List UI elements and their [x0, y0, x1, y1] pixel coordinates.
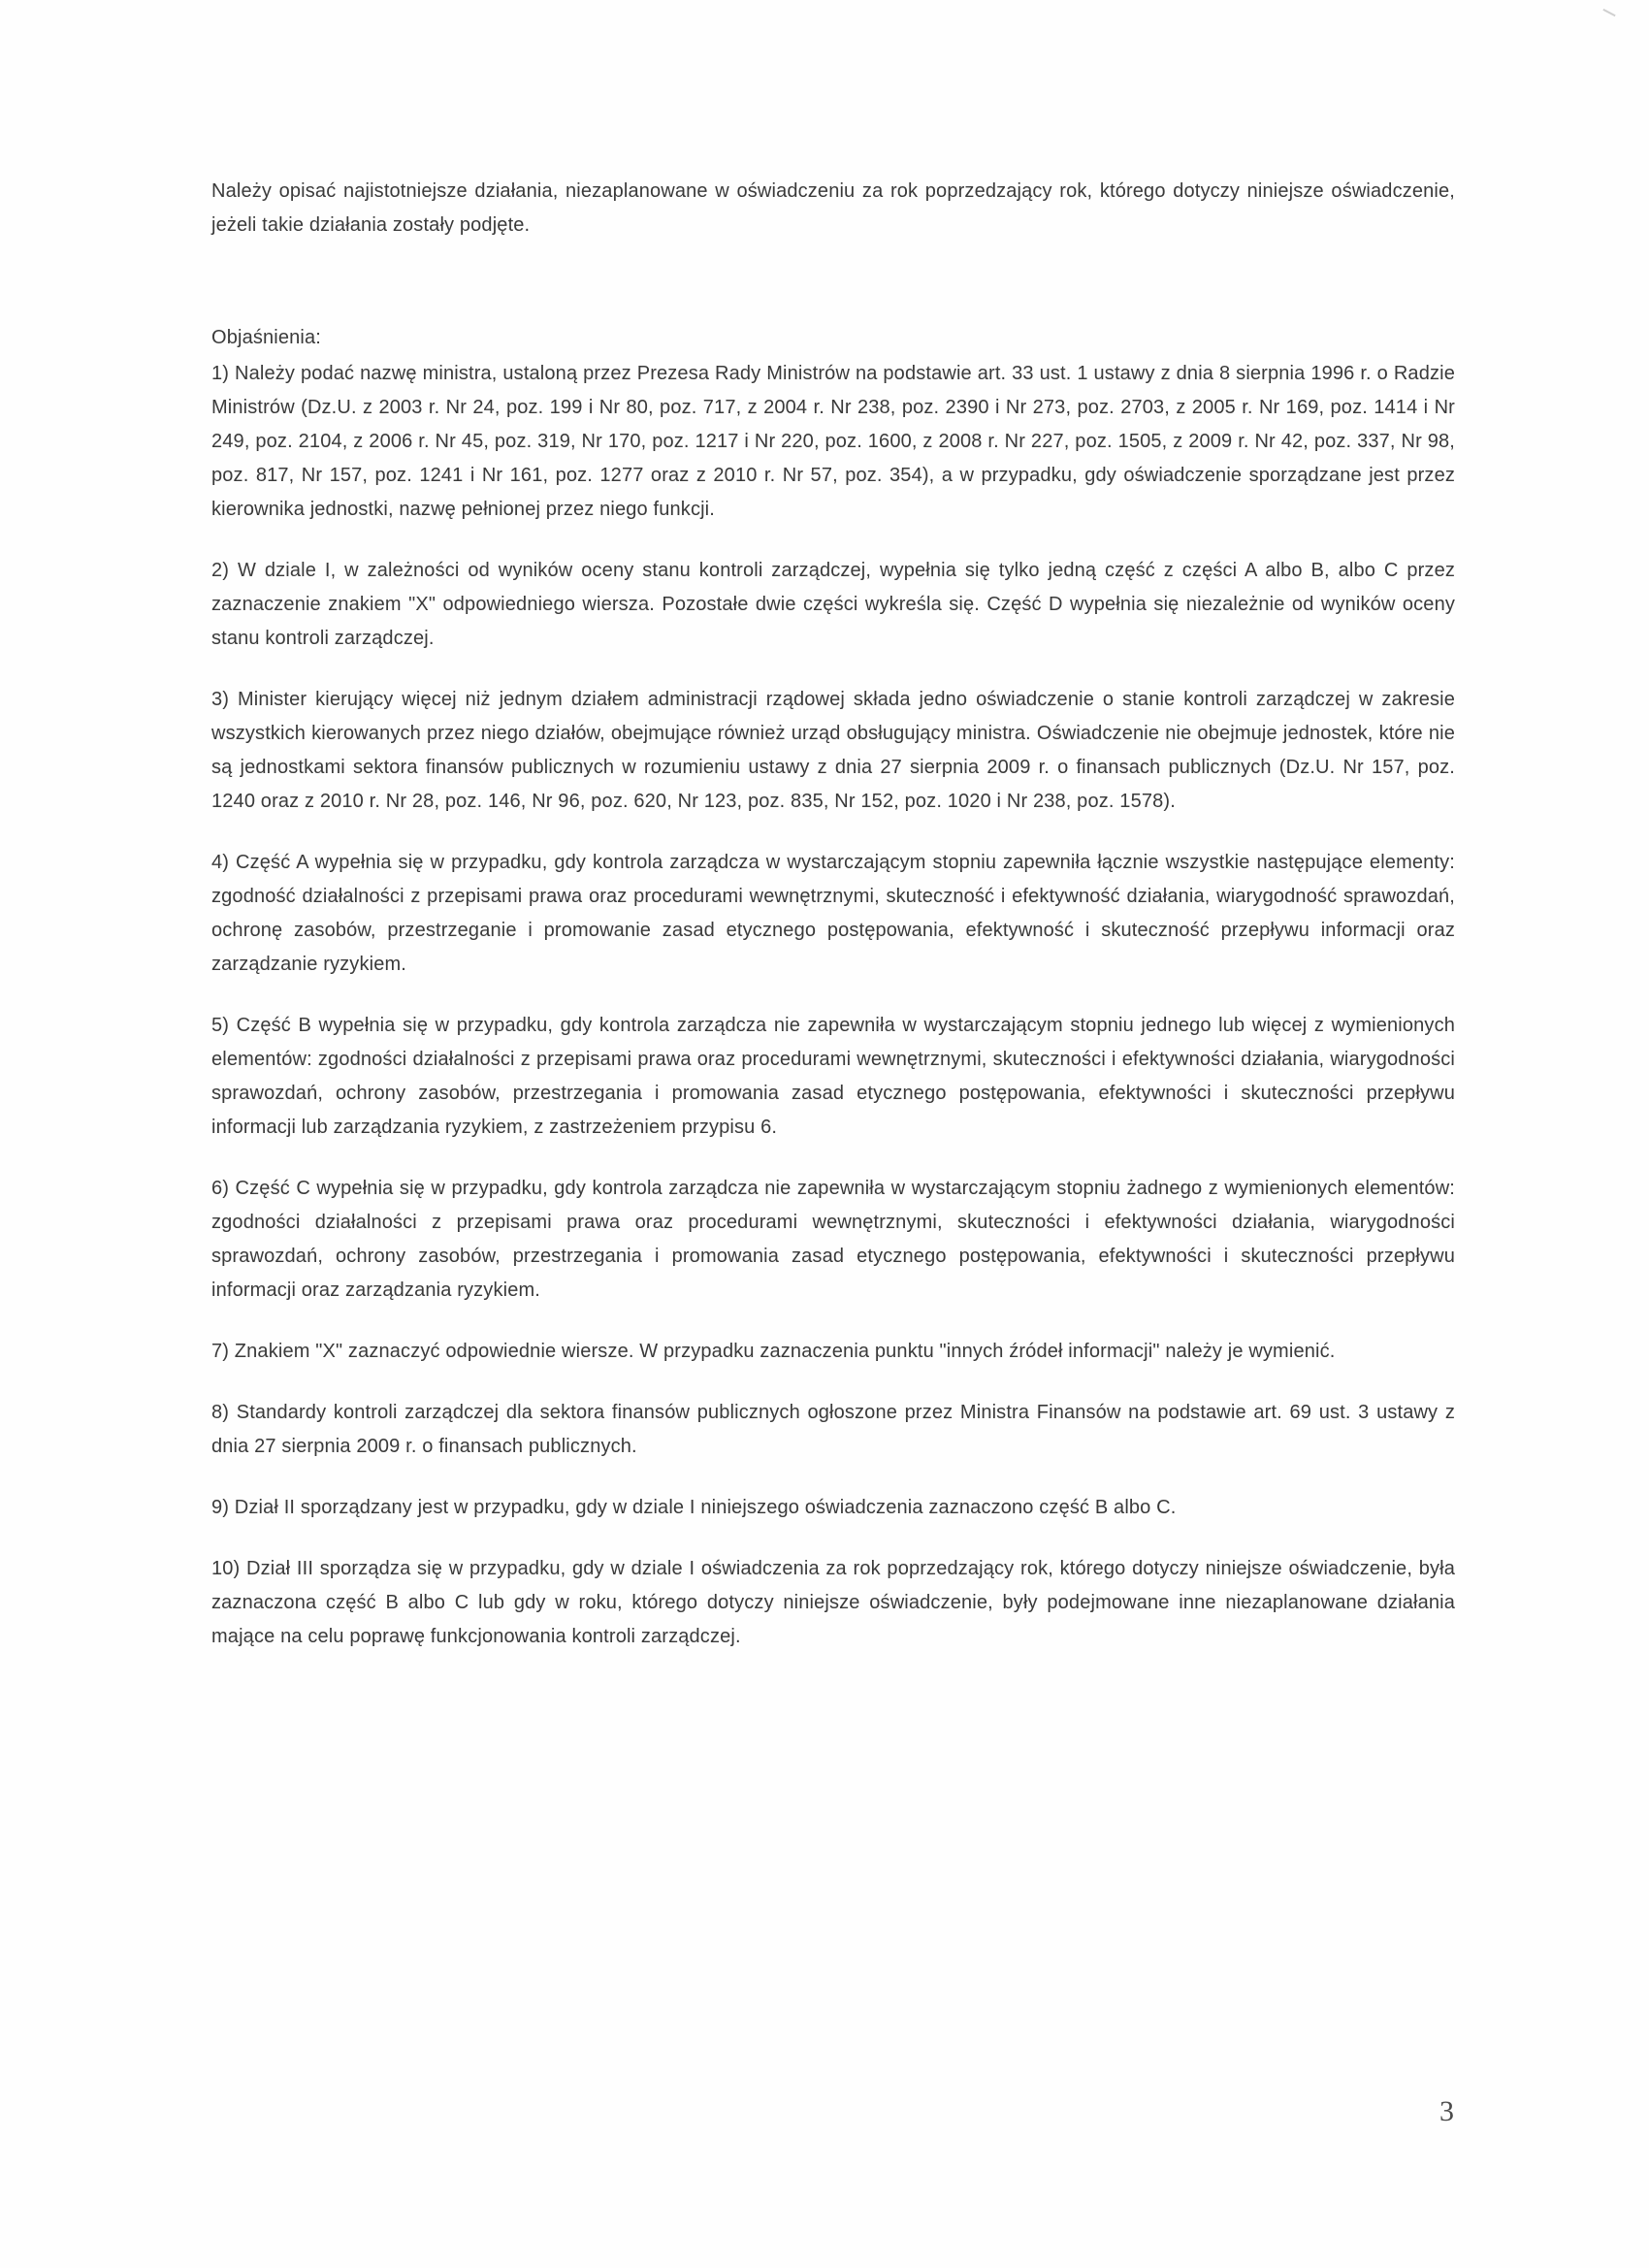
- document-body: [211, 175, 1455, 1681]
- note-9: 9) Dział II sporządzany jest w przypadku, gdy w dziale I niniejszego oświadczenia zaznaczono część B albo C.: [211, 1497, 1177, 1518]
- scan-artifact: [1602, 9, 1615, 16]
- note-7: 7) Znakiem "X" zaznaczyć odpowiednie wiersze. W przypadku zaznaczenia punktu "innych źródeł informacji" należy je wymienić.: [211, 1341, 1336, 1362]
- intro-paragraph: Należy opisać najistotniejsze działania, niezaplanowane w oświadczeniu za rok poprzedzający rok, którego dotyczy niniejsze oświadczenie, jeżeli takie działania zostały podjęte.: [211, 180, 1455, 236]
- note-2: 2) W dziale I, w zależności od wyników oceny stanu kontroli zarządczej, wypełnia się tylko jedną część z części A albo B, albo C przez zaznaczenie znakiem "X" odpowiedniego wiersza. Pozostałe dwie części wykreśla się. Część D wypełnia się niezależnie od wyników oceny stanu kontroli zarządczej.: [211, 560, 1455, 649]
- explanations-heading: Objaśnienia:: [211, 327, 321, 348]
- page-number: 3: [1439, 2095, 1454, 2127]
- note-1: 1) Należy podać nazwę ministra, ustaloną przez Prezesa Rady Ministrów na podstawie art. 33 ust. 1 ustawy z dnia 8 sierpnia 1996 r. o Radzie Ministrów (Dz.U. z 2003 r. Nr 24, poz. 199 i Nr 80, poz. 717, z 2004 r. Nr 238, poz. 2390 i Nr 273, poz. 2703, z 2005 r. Nr 169, poz. 1414 i Nr 249, poz. 2104, z 2006 r. Nr 45, poz. 319, Nr 170, poz. 1217 i Nr 220, poz. 1600, z 2008 r. Nr 227, poz. 1505, z 2009 r. Nr 42, poz. 337, Nr 98, poz. 817, Nr 157, poz. 1241 i Nr 161, poz. 1277 oraz z 2010 r. Nr 57, poz. 354), a w przypadku, gdy oświadczenie sporządzane jest przez kierownika jednostki, nazwę pełnionej przez niego funkcji.: [211, 363, 1455, 520]
- note-8: 8) Standardy kontroli zarządczej dla sektora finansów publicznych ogłoszone przez Ministra Finansów na podstawie art. 69 ust. 3 ustawy z dnia 27 sierpnia 2009 r. o finansach publicznych.: [211, 1402, 1455, 1457]
- note-6: 6) Część C wypełnia się w przypadku, gdy kontrola zarządcza nie zapewniła w wystarczającym stopniu żadnego z wymienionych elementów: zgodności działalności z przepisami prawa oraz procedurami wewnętrznymi, skuteczności i efektywności działania, wiarygodności sprawozdań, ochrony zasobów, przestrzegania i promowania zasad etycznego postępowania, efektywności i skuteczności przepływu informacji oraz zarządzania ryzykiem.: [211, 1178, 1455, 1301]
- note-3: 3) Minister kierujący więcej niż jednym działem administracji rządowej składa jedno oświadczenie o stanie kontroli zarządczej w zakresie wszystkich kierowanych przez niego działów, obejmujące również urząd obsługujący ministra. Oświadczenie nie obejmuje jednostek, które nie są jednostkami sektora finansów publicznych w rozumieniu ustawy z dnia 27 sierpnia 2009 r. o finansach publicznych (Dz.U. Nr 157, poz. 1240 oraz z 2010 r. Nr 28, poz. 146, Nr 96, poz. 620, Nr 123, poz. 835, Nr 152, poz. 1020 i Nr 238, poz. 1578).: [211, 689, 1455, 812]
- note-4: 4) Część A wypełnia się w przypadku, gdy kontrola zarządcza w wystarczającym stopniu zapewniła łącznie wszystkie następujące elementy: zgodność działalności z przepisami prawa oraz procedurami wewnętrznymi, skuteczność i efektywność działania, wiarygodność sprawozdań, ochronę zasobów, przestrzeganie i promowanie zasad etycznego postępowania, efektywność i skuteczność przepływu informacji oraz zarządzanie ryzykiem.: [211, 852, 1455, 975]
- note-5: 5) Część B wypełnia się w przypadku, gdy kontrola zarządcza nie zapewniła w wystarczającym stopniu jednego lub więcej z wymienionych elementów: zgodności działalności z przepisami prawa oraz procedurami wewnętrznymi, skuteczności i efektywności działania, wiarygodności sprawozdań, ochrony zasobów, przestrzegania i promowania zasad etycznego postępowania, efektywności i skuteczności przepływu informacji lub zarządzania ryzykiem, z zastrzeżeniem przypisu 6.: [211, 1015, 1455, 1138]
- note-10: 10) Dział III sporządza się w przypadku, gdy w dziale I oświadczenia za rok poprzedzający rok, którego dotyczy niniejsze oświadczenie, była zaznaczona część B albo C lub gdy w roku, którego dotyczy niniejsze oświadczenie, były podejmowane inne niezaplanowane działania mające na celu poprawę funkcjonowania kontroli zarządczej.: [211, 1558, 1455, 1647]
